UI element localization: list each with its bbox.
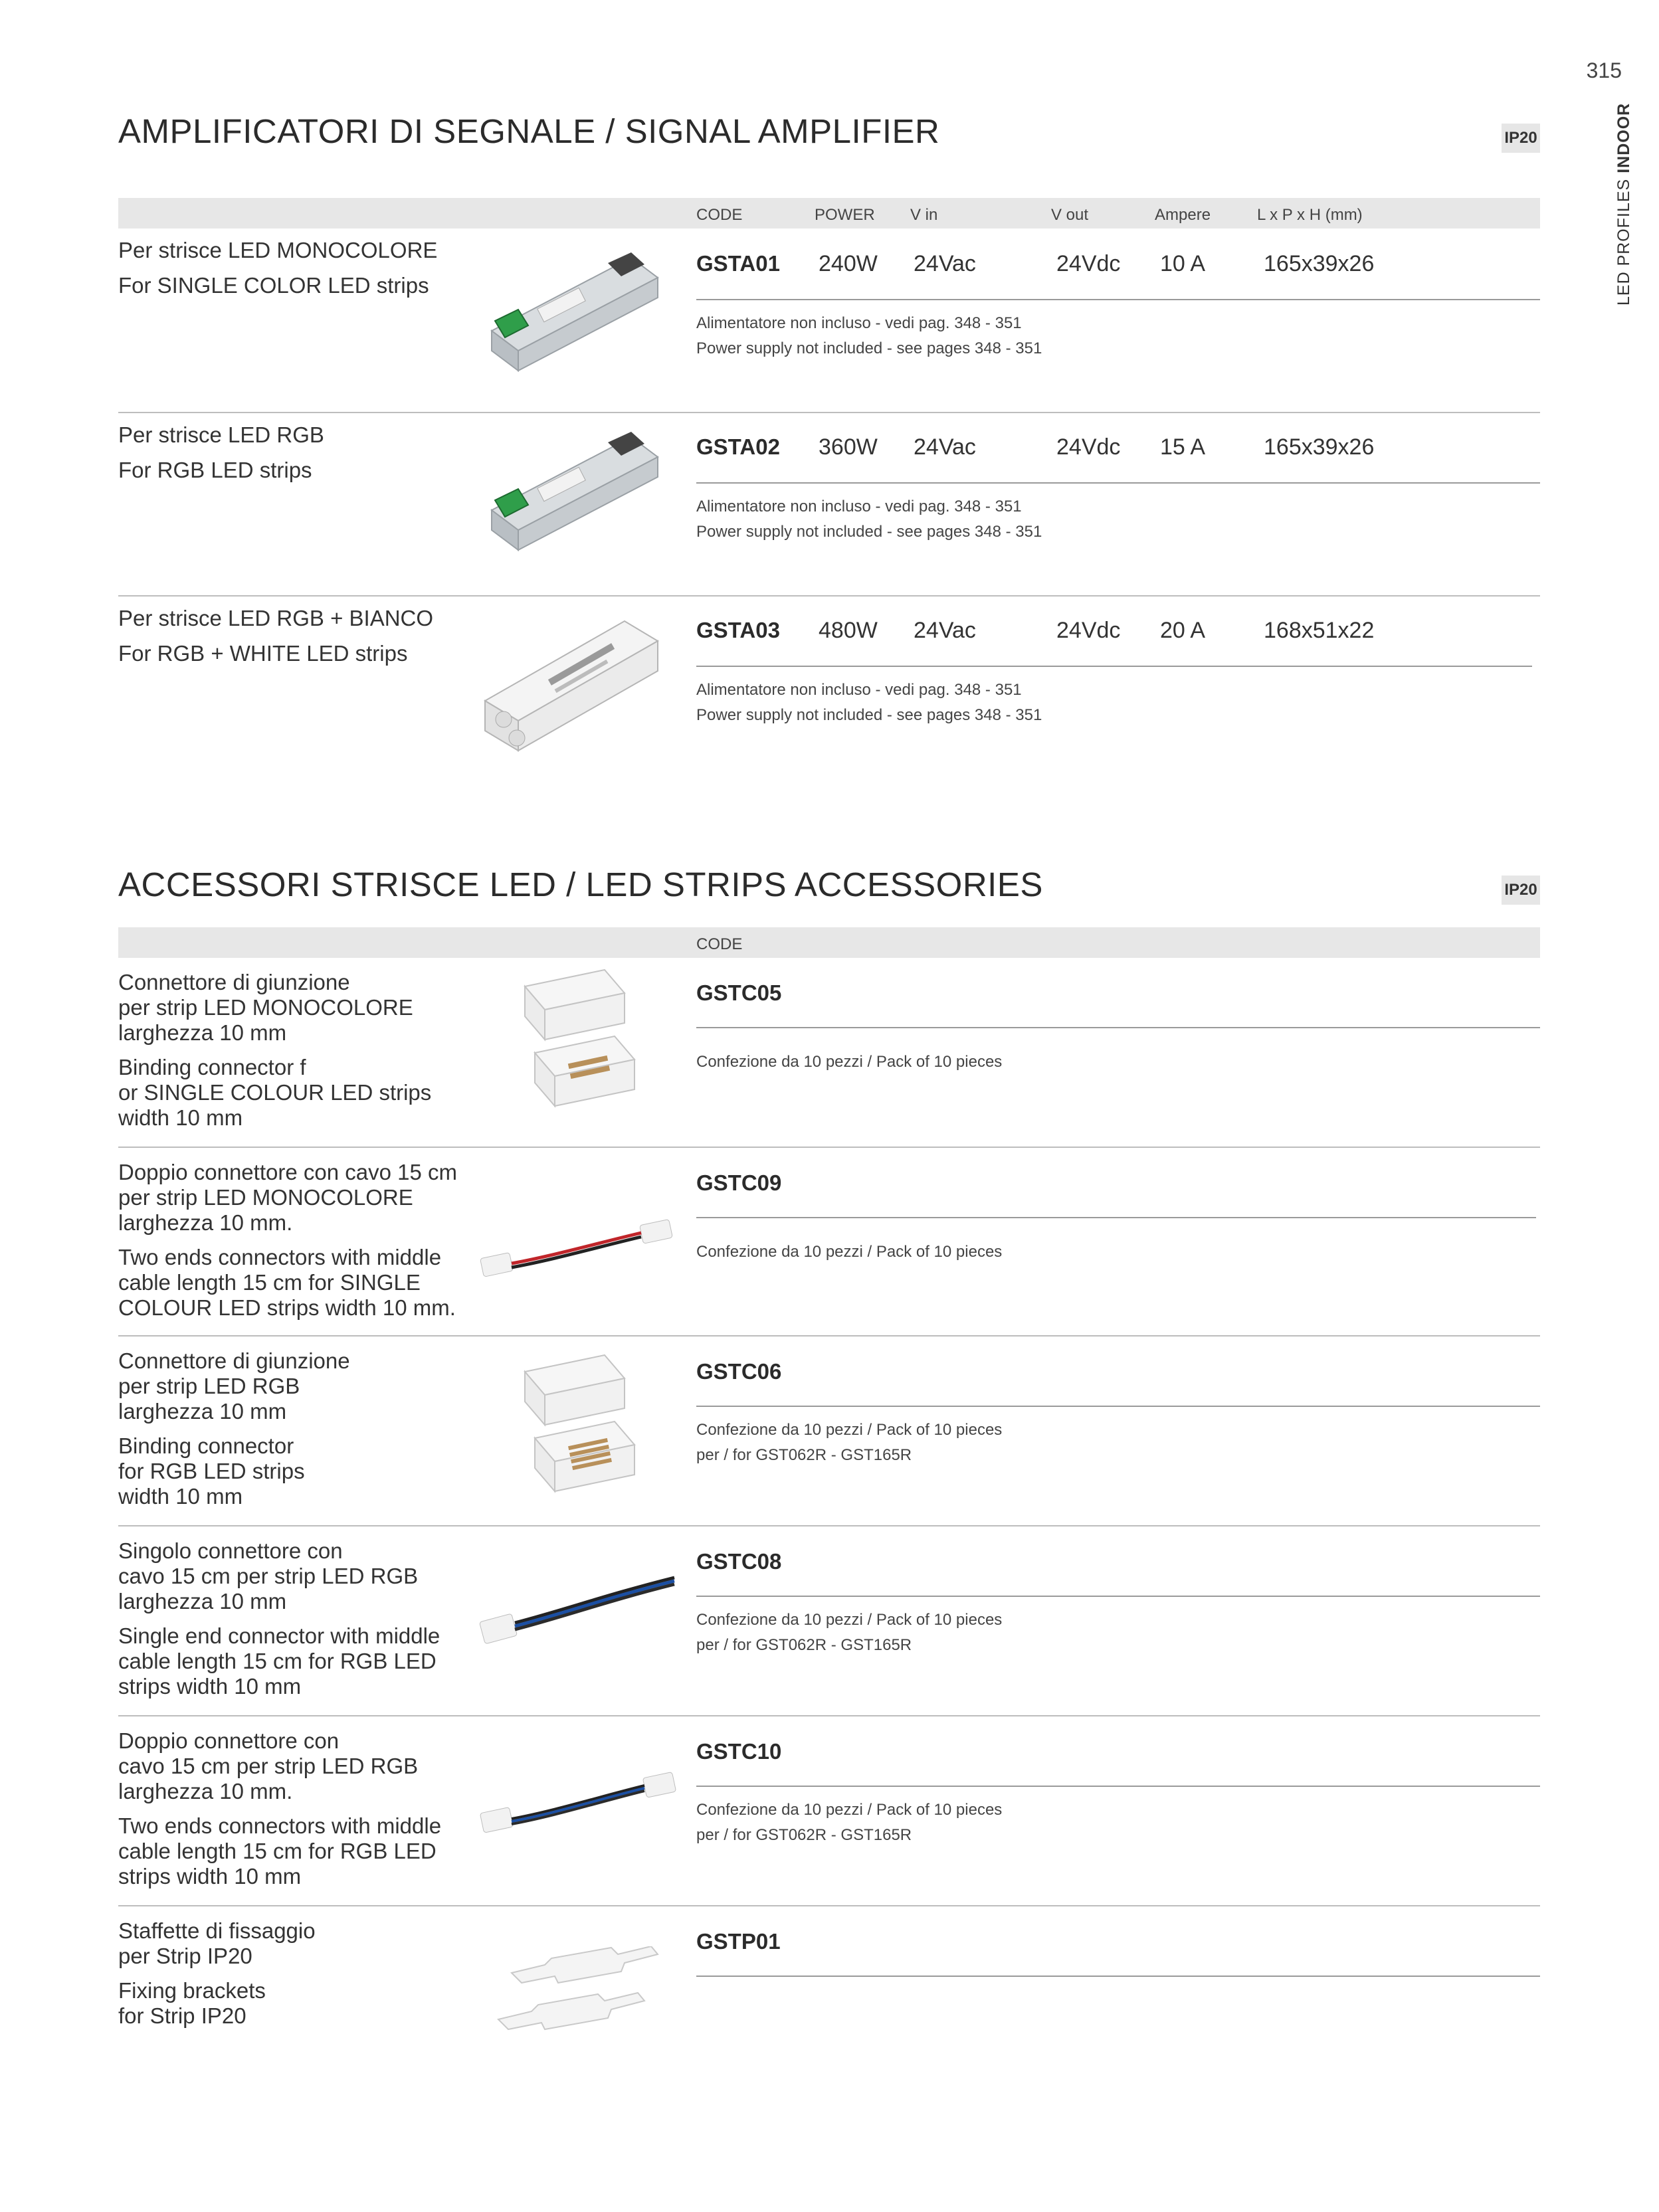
amplifiers-ip-badge: IP20 — [1502, 124, 1540, 153]
code-gstc06: GSTC06 — [696, 1359, 782, 1384]
bracket-gstp01-image — [492, 1946, 671, 2053]
desc-it: Doppio connettore con cavo 15 cm per strip LED MONOCOLORE larghezza 10 mm. — [118, 1160, 457, 1235]
note-line-1: Confezione da 10 pezzi / Pack of 10 pieces — [696, 1801, 1003, 1819]
connector-gstc10-image — [475, 1767, 681, 1847]
amplifiers-title: AMPLIFICATORI DI SEGNALE / SIGNAL AMPLIFIER — [118, 112, 940, 150]
amplifier-body — [492, 252, 658, 371]
code-gsta02: GSTA02 — [696, 434, 780, 459]
desc-it: Connettore di giunzione per strip LED MONOCOLORE larghezza 10 mm — [118, 970, 413, 1045]
desc-en: Binding connector f or SINGLE COLOUR LED strips width 10 mm — [118, 1055, 432, 1130]
amplifier-row-2-desc — [118, 422, 324, 483]
desc-it: Per strisce LED RGB — [118, 422, 324, 447]
amplifier-body — [492, 432, 658, 550]
row-divider — [696, 666, 1532, 667]
amplifier-row-1-note — [696, 311, 1042, 361]
accessory-row-5-desc — [118, 1728, 441, 1889]
amplifier-gsta02-image — [465, 430, 678, 563]
side-label-light: LED PROFILES — [1614, 178, 1633, 306]
accessory-row-3-note — [696, 1418, 1002, 1468]
vout-value: 24Vdc — [1056, 618, 1121, 643]
amplifier-row-2-note — [696, 494, 1042, 545]
desc-it: Staffette di fissaggio per Strip IP20 — [118, 1918, 316, 1968]
section-divider — [118, 1525, 1540, 1526]
vin-value: 24Vac — [914, 618, 976, 643]
code-gstp01: GSTP01 — [696, 1929, 781, 1954]
dims-value: 168x51x22 — [1264, 618, 1375, 643]
code-gstc10: GSTC10 — [696, 1739, 782, 1764]
power-value: 480W — [819, 618, 878, 643]
accessory-row-5-note — [696, 1797, 1002, 1848]
vout-value: 24Vdc — [1056, 434, 1121, 460]
desc-en: Single end connector with middle cable length 15 cm for RGB LED strips width 10 mm — [118, 1623, 440, 1699]
section-divider — [118, 1905, 1540, 1906]
amplifier-row-3-note — [696, 678, 1042, 728]
vin-value: 24Vac — [914, 434, 976, 460]
vin-value: 24Vac — [914, 251, 976, 276]
accessory-row-3-desc — [118, 1348, 350, 1509]
section-divider — [118, 412, 1540, 413]
code-gsta01: GSTA01 — [696, 251, 780, 276]
header-vout: V out — [1051, 206, 1089, 224]
note-line-2: per / for GST062R - GST165R — [696, 1636, 912, 1654]
connector-gstc05-image — [512, 967, 658, 1126]
desc-it: Per strisce LED RGB + BIANCO — [118, 606, 434, 630]
row-divider — [696, 1027, 1540, 1028]
desc-it: Per strisce LED MONOCOLORE — [118, 238, 438, 262]
connector-gstc09-image — [475, 1209, 681, 1289]
dims-value: 165x39x26 — [1264, 251, 1375, 276]
vout-value: 24Vdc — [1056, 251, 1121, 276]
power-value: 360W — [819, 434, 878, 460]
accessory-row-2-desc — [118, 1160, 457, 1321]
note-en: Power supply not included - see pages 348 - 351 — [696, 706, 1042, 724]
rgb-binding-connector — [525, 1355, 634, 1491]
desc-en: Two ends connectors with middle cable length 15 cm for RGB LED strips width 10 mm — [118, 1813, 442, 1889]
accessory-row-1-note — [696, 1050, 1002, 1075]
fixing-brackets — [498, 1946, 658, 2029]
header-dims: L x P x H (mm) — [1257, 206, 1363, 224]
dims-value: 165x39x26 — [1264, 434, 1375, 460]
note-line-2: per / for GST062R - GST165R — [696, 1446, 912, 1464]
desc-en: Binding connector for RGB LED strips width 10 mm — [118, 1433, 305, 1509]
amplifier-gsta03-image — [465, 608, 678, 767]
accessories-ip-badge: IP20 — [1502, 876, 1540, 905]
accessories-title: ACCESSORI STRISCE LED / LED STRIPS ACCESSORIES — [118, 866, 1043, 903]
note-line-1: Confezione da 10 pezzi / Pack of 10 pieces — [696, 1243, 1003, 1261]
note-it: Alimentatore non incluso - vedi pag. 348 - 351 — [696, 681, 1022, 699]
note-line-1: Confezione da 10 pezzi / Pack of 10 pieces — [696, 1611, 1003, 1629]
accessory-row-6-desc — [118, 1918, 316, 2029]
note-en: Power supply not included - see pages 348 - 351 — [696, 339, 1042, 357]
desc-en: Two ends connectors with middle cable length 15 cm for SINGLE COLOUR LED strips width 10 mm. — [118, 1245, 456, 1320]
row-divider — [696, 1596, 1540, 1597]
side-label — [1614, 93, 1641, 306]
desc-it: Connettore di giunzione per strip LED RGB larghezza 10 mm — [118, 1348, 350, 1424]
code-gstc08: GSTC08 — [696, 1549, 782, 1574]
amplifier-gsta01-image — [465, 251, 678, 384]
row-divider — [696, 482, 1540, 484]
header-ampere: Ampere — [1155, 206, 1211, 224]
connector-gstc08-image — [475, 1564, 681, 1657]
accessory-row-4-note — [696, 1608, 1002, 1658]
header-code: CODE — [696, 206, 743, 224]
section-divider — [118, 1715, 1540, 1716]
note-it: Alimentatore non incluso - vedi pag. 348 - 351 — [696, 314, 1022, 332]
note-line-2: per / for GST062R - GST165R — [696, 1826, 912, 1844]
ampere-value: 15 A — [1160, 434, 1206, 460]
accessory-row-2-note — [696, 1240, 1002, 1265]
rgb-double-connector-cable — [480, 1772, 676, 1833]
desc-en: For RGB LED strips — [118, 458, 312, 482]
desc-en: For SINGLE COLOR LED strips — [118, 273, 429, 298]
row-divider — [696, 1406, 1540, 1407]
code-gstc05: GSTC05 — [696, 980, 782, 1005]
row-divider — [696, 1217, 1536, 1218]
double-connector-cable — [480, 1220, 673, 1277]
note-it: Alimentatore non incluso - vedi pag. 348 - 351 — [696, 498, 1022, 515]
accessory-row-1-desc — [118, 970, 431, 1131]
side-label-bold: INDOOR — [1614, 102, 1633, 173]
ampere-value: 10 A — [1160, 251, 1206, 276]
ampere-value: 20 A — [1160, 618, 1206, 643]
note-line-1: Confezione da 10 pezzi / Pack of 10 pieces — [696, 1053, 1003, 1071]
desc-it: Singolo connettore con cavo 15 cm per strip LED RGB larghezza 10 mm — [118, 1538, 419, 1613]
header-code: CODE — [696, 935, 743, 953]
accessories-header — [118, 927, 1540, 958]
code-gstc09: GSTC09 — [696, 1170, 782, 1195]
desc-en: Fixing brackets for Strip IP20 — [118, 1978, 266, 2028]
connector-gstc06-image — [512, 1352, 658, 1511]
rgb-single-connector-cable — [479, 1578, 674, 1644]
row-divider — [696, 299, 1540, 300]
page-number: 315 — [1586, 58, 1622, 82]
code-gsta03: GSTA03 — [696, 618, 780, 642]
amplifiers-header — [118, 198, 1540, 229]
note-en: Power supply not included - see pages 348 - 351 — [696, 523, 1042, 541]
desc-it: Doppio connettore con cavo 15 cm per strip LED RGB larghezza 10 mm. — [118, 1728, 419, 1803]
binding-connector — [525, 970, 634, 1106]
header-vin: V in — [910, 206, 938, 224]
note-line-1: Confezione da 10 pezzi / Pack of 10 pieces — [696, 1421, 1003, 1439]
desc-en: For RGB + WHITE LED strips — [118, 641, 408, 666]
row-divider — [696, 1786, 1540, 1787]
amplifier-row-1-desc — [118, 238, 437, 298]
section-divider — [118, 1147, 1540, 1148]
section-divider — [118, 1335, 1540, 1336]
power-value: 240W — [819, 251, 878, 276]
amplifier-row-3-desc — [118, 606, 433, 666]
row-divider — [696, 1976, 1540, 1977]
header-power: POWER — [815, 206, 875, 224]
section-divider — [118, 595, 1540, 597]
amplifier-body — [485, 621, 658, 751]
accessory-row-4-desc — [118, 1538, 440, 1699]
